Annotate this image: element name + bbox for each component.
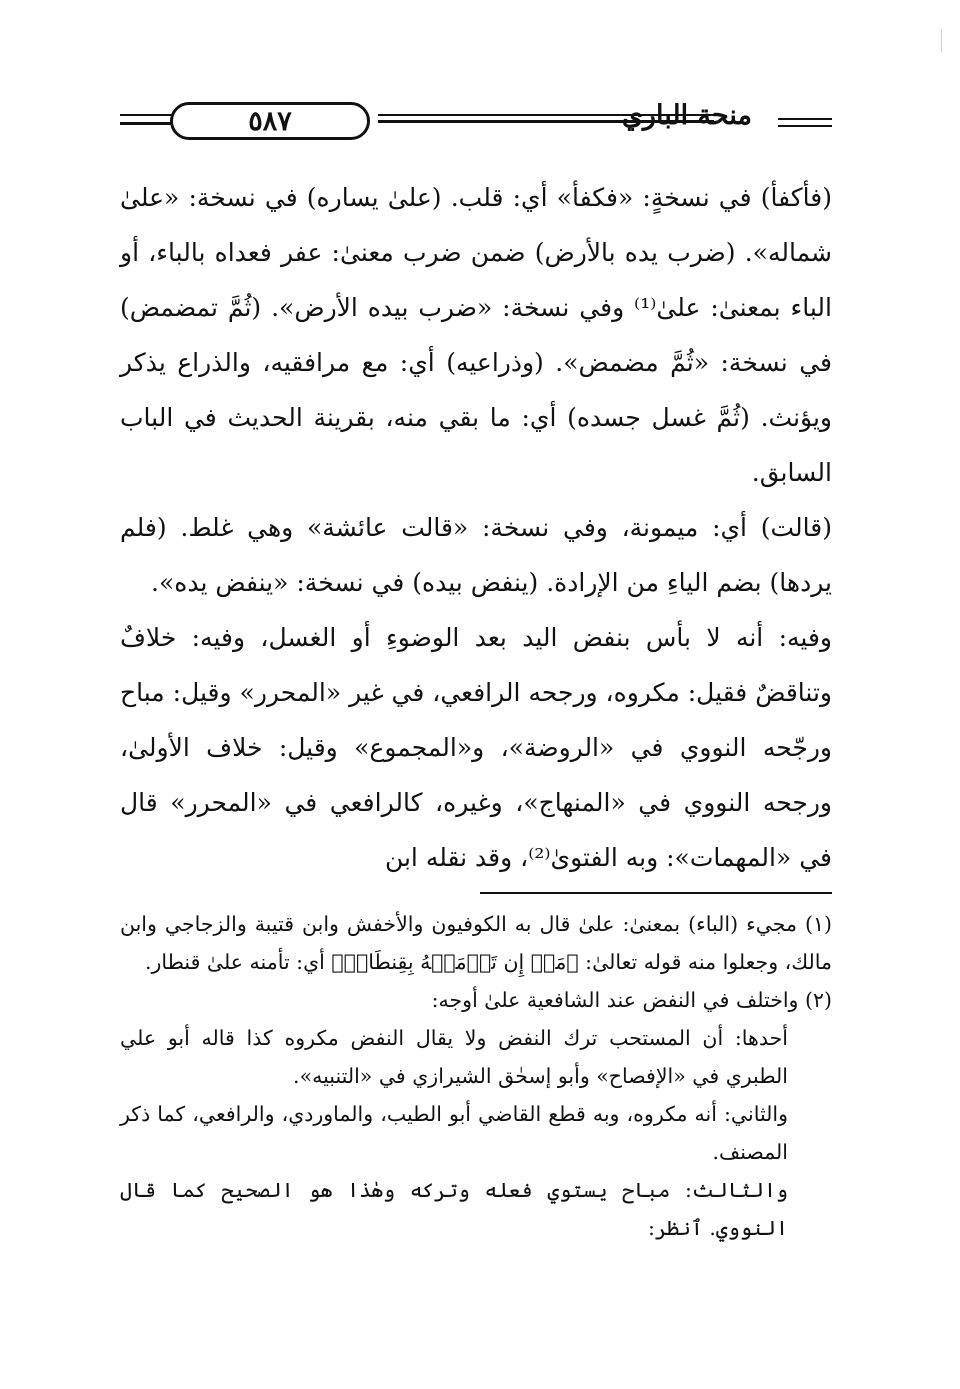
footnote: (١) مجيء (الباء) بمعنىٰ: علىٰ قال به الكوفيون والأخفش وابن قتيبة والزجاجي وابن مالك، وجعلوا منه قوله تعالىٰ: ﴿مَنۡ إِن تَأۡمَنۡهُ بِقِنطَارٖ﴾ أي: تأمنه علىٰ قنطار. <box>120 912 832 974</box>
main-text <box>120 170 832 885</box>
scan-mark <box>941 30 942 52</box>
footnote-continuation: والثاني: أنه مكروه، وبه قطع القاضي أبو الطيب، والماوردي، والرافعي، كما ذكر المصنف. <box>120 1102 788 1164</box>
header-rule-right-bottom <box>778 125 832 127</box>
footnote-continuation: أحدها: أن المستحب ترك النفض ولا يقال النفض مكروه كذا قاله أبو علي الطبري في «الإفصاح» وأبو إسحٰق الشيرازي في «التنبيه». <box>120 1026 788 1088</box>
paragraph: وفيه: أنه لا بأس بنفض اليد بعد الوضوءِ أو الغسل، وفيه: خلافٌ وتناقضٌ فقيل: مكروه، ورجحه الرافعي، في غير «المحرر» وقيل: مباح ورجّحه النووي في «الروضة»، و«المجموع» وقيل: خلاف الأولىٰ، ورجحه النووي في «المنهاج»، وغيره، كالرافعي في «المحرر» قال في «المهمات»: وبه الفتوىٰ⁽²⁾، وقد نقله ابن <box>120 623 832 872</box>
header-rule-left-top <box>120 114 176 116</box>
footnote: (٢) واختلف في النفض عند الشافعية علىٰ أوجه: <box>431 988 832 1012</box>
page-number-badge <box>170 102 370 140</box>
footnotes <box>120 905 832 1247</box>
page-number: ٥٨٧ <box>248 105 292 137</box>
header-rule-middle-top <box>378 114 714 116</box>
paragraph: (قالت) أي: ميمونة، وفي نسخة: «قالت عائشة» وهي غلط. (فلم يردها) بضم الياءِ من الإرادة. (ينفض بيده) في نسخة: «ينفض يده». <box>120 513 832 597</box>
header-rule-left-bottom <box>120 122 176 125</box>
header-rule-middle-bottom <box>378 120 714 123</box>
paragraph: (فأكفأ) في نسخةٍ: «فكفأ» أي: قلب. (علىٰ يساره) في نسخة: «علىٰ شماله». (ضرب يده بالأرض) ضمن ضرب معنىٰ: عفر فعداه بالباء، أو الباء بمعنىٰ: علىٰ⁽¹⁾ وفي نسخة: «ضرب بيده الأرض». (ثُمَّ تمضمض) في نسخة: «ثُمَّ مضمض». (وذراعيه) أي: مع مرافقيه، والذراع يذكر ويؤنث. (ثُمَّ غسل جسده) أي: ما بقي منه، بقرينة الحديث في الباب السابق. <box>120 183 832 487</box>
book-title: منحة الباري <box>621 100 752 131</box>
header-rule-right-top <box>778 118 832 120</box>
page-header <box>120 98 832 152</box>
footnote-continuation: والثالث: مباح يستوي فعله وتركه وهٰذا هو الصحيح كما قال النووي. ٱنظر: <box>120 1178 788 1240</box>
footnote-separator <box>480 892 832 894</box>
